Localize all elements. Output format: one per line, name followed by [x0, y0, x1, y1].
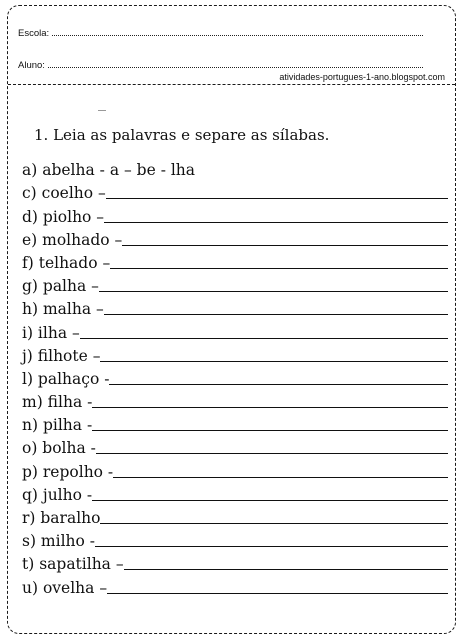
items-list	[22, 156, 452, 597]
item-label: o) bolha -	[22, 439, 96, 458]
answer-line[interactable]	[92, 498, 448, 501]
answer-line[interactable]	[107, 591, 448, 594]
list-item	[22, 527, 452, 550]
item-label: l) palhaço -	[22, 369, 110, 388]
list-item	[22, 318, 452, 341]
aluno-field	[18, 59, 423, 71]
item-label: e) molhado –	[22, 230, 123, 249]
item-label: t) sapatilha –	[22, 555, 124, 574]
aluno-label: Aluno:	[18, 60, 45, 71]
list-item	[22, 249, 452, 272]
answer-line[interactable]	[95, 544, 448, 547]
list-item	[22, 156, 452, 179]
escola-fill-line	[52, 27, 423, 36]
answer-line[interactable]	[96, 451, 448, 454]
answer-line[interactable]	[113, 475, 448, 478]
aluno-fill-line	[48, 59, 423, 68]
item-label: f) telhado –	[22, 253, 111, 272]
escola-field	[18, 27, 423, 39]
item-label: r) baralho	[22, 509, 101, 527]
worksheet	[7, 5, 456, 634]
list-item	[22, 481, 452, 504]
list-item	[22, 342, 452, 365]
item-label: q) julho -	[22, 485, 93, 504]
item-label: s) milho -	[22, 532, 96, 551]
question-title: 1. Leia as palavras e separe as sílabas.	[34, 126, 330, 144]
list-item	[22, 179, 452, 202]
answer-line[interactable]	[124, 567, 448, 570]
item-label: j) filhote –	[22, 346, 101, 365]
list-item	[22, 504, 452, 527]
answer-line[interactable]	[110, 266, 448, 269]
answer-line[interactable]	[80, 336, 448, 339]
answer-line[interactable]	[100, 521, 448, 524]
answer-line[interactable]	[104, 312, 448, 315]
list-item	[22, 550, 452, 573]
list-item	[22, 272, 452, 295]
list-item	[22, 573, 452, 596]
site-url: atividades-portugues-1-ano.blogspot.com	[279, 72, 445, 82]
answer-line[interactable]	[106, 196, 448, 199]
item-label: n) pilha -	[22, 416, 93, 435]
list-item	[22, 388, 452, 411]
stray-mark	[98, 110, 106, 111]
answer-line[interactable]	[99, 289, 448, 292]
item-label: c) coelho –	[22, 184, 106, 203]
list-item	[22, 226, 452, 249]
list-item	[22, 295, 452, 318]
item-label: i) ilha –	[22, 323, 80, 342]
answer-line[interactable]	[104, 220, 448, 223]
item-label: a) abelha - a – be - lha	[22, 161, 196, 180]
item-label: u) ovelha –	[22, 578, 108, 597]
item-label: m) filha -	[22, 393, 93, 412]
header-box	[8, 6, 455, 85]
item-label: d) piolho –	[22, 207, 105, 226]
list-item	[22, 434, 452, 457]
answer-line[interactable]	[92, 428, 448, 431]
answer-line[interactable]	[100, 359, 448, 362]
answer-line[interactable]	[92, 405, 448, 408]
list-item	[22, 202, 452, 225]
escola-label: Escola:	[18, 28, 50, 39]
item-label: g) palha –	[22, 277, 99, 296]
item-label: h) malha –	[22, 300, 104, 319]
answer-line[interactable]	[109, 382, 448, 385]
item-label: p) repolho -	[22, 462, 114, 481]
list-item	[22, 411, 452, 434]
list-item	[22, 457, 452, 480]
list-item	[22, 365, 452, 388]
answer-line[interactable]	[122, 243, 448, 246]
